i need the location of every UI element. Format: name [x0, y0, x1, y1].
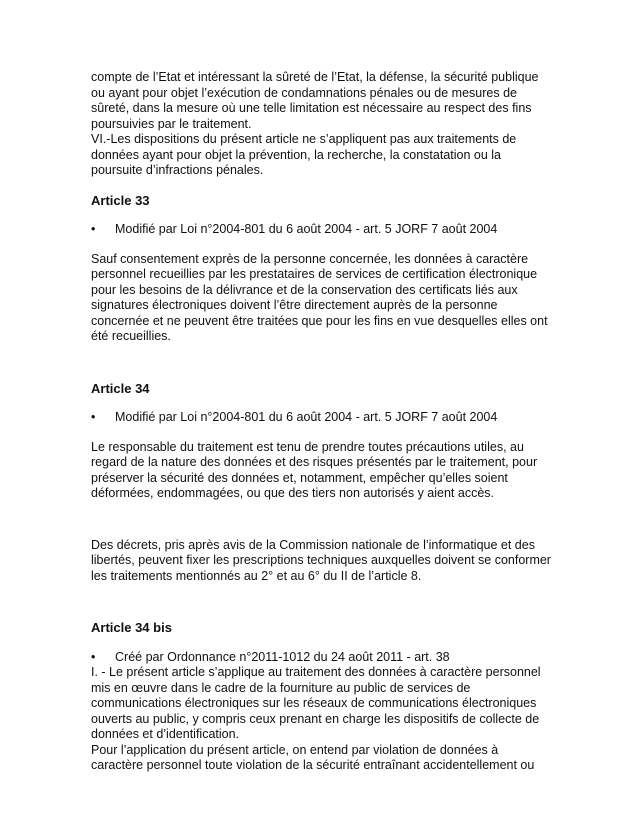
bullet-text: Modifié par Loi n°2004-801 du 6 août 2004 - art. 5 JORF 7 août 2004 — [115, 410, 498, 424]
bullet-text: Créé par Ordonnance n°2011-1012 du 24 août 2011 - art. 38 — [115, 649, 450, 664]
heading-article-34: Article 34 — [91, 380, 150, 396]
bullet-glyph: • — [91, 649, 96, 664]
paragraph-article-34-2: Des décrets, pris après avis de la Commission nationale de l’informatique et des libertés, peuvent fixer les prescriptions techniques auxquelles doivent se conformer les traitements mentionnés au 2° et au 6° du II de l’article 8. — [91, 537, 551, 583]
bullet-glyph: • — [91, 222, 96, 236]
bullet-article-34 — [91, 410, 551, 426]
paragraph-article-33: Sauf consentement exprès de la personne concernée, les données à caractère personnel recueillies par les prestataires de services de certification électronique pour les besoins de la délivrance et de la conservation des certificats liés aux signatures électroniques doivent l’être directement auprès de la personne concernée et ne peuvent être traitées que pour les fins en vue desquelles elles ont été recueillies. — [91, 251, 548, 343]
paragraph-article-34-1: Le responsable du traitement est tenu de prendre toutes précautions utiles, au regard de la nature des données et des risques présentés par le traitement, pour préserver la sécurité des données et, notamment, empêcher qu’elles soient déformées, endommagées, ou que des tiers non autorisés y aient accès. — [91, 439, 538, 500]
bullet-glyph: • — [91, 410, 96, 424]
paragraph-vi: VI.-Les dispositions du présent article ne s’appliquent pas aux traitements de données ayant pour objet la prévention, la recherche, la constatation ou la poursuite d’infractions pénales. — [91, 132, 517, 177]
bullet-article-33 — [91, 222, 551, 238]
bullet-text: Modifié par Loi n°2004-801 du 6 août 2004 - art. 5 JORF 7 août 2004 — [115, 222, 498, 236]
heading-article-34-bis: Article 34 bis — [91, 620, 172, 635]
paragraph-intro: compte de l’Etat et intéressant la sûreté de l’Etat, la défense, la sécurité publique ou ayant pour objet l’exécution de condamnations pénales ou de mesures de sûreté, dans la mesure où une telle limitation est nécessaire au respect des fins poursuivies par le traitement. — [91, 70, 539, 131]
bullet-article-34-bis — [91, 650, 551, 666]
paragraph-article-34-bis-1: I. - Le présent article s’applique au traitement des données à caractère personnel mis en œuvre dans le cadre de la fourniture au public de services de communications électroniques sur les réseaux de communications électroniques ouverts au public, y compris ceux prenant en charge les dispositifs de collecte de données et d’identification. — [91, 665, 541, 741]
heading-article-33: Article 33 — [91, 192, 150, 208]
paragraph-article-34-bis-2: Pour l’application du présent article, on entend par violation de données à caractère personnel toute violation de la sécurité entraînant accidentellement ou — [91, 742, 535, 772]
document-page — [91, 70, 551, 774]
